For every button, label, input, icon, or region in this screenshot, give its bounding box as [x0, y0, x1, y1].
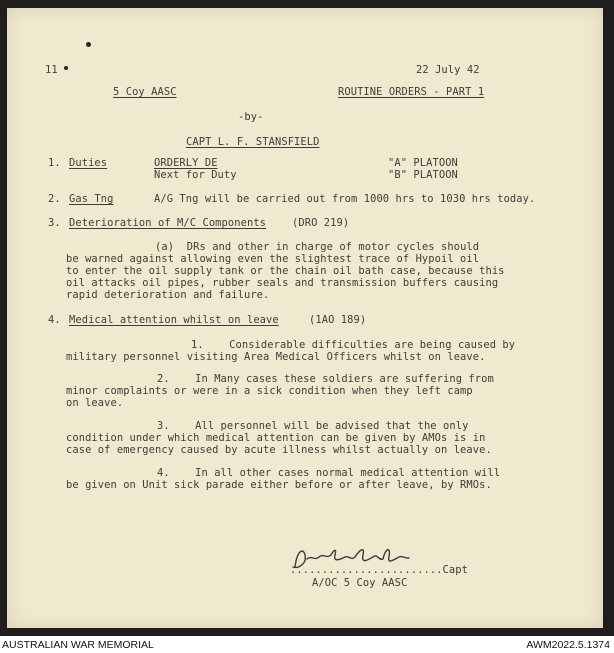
unit-name: 5 Coy AASC — [113, 86, 177, 98]
item-number: 2. — [48, 193, 61, 205]
archive-id: AWM2022.5.1374 — [526, 639, 610, 651]
signatory-title: A/OC 5 Coy AASC — [312, 577, 408, 589]
duty-platoon: "A" PLATOON — [388, 157, 458, 169]
punch-mark — [86, 42, 91, 47]
item-heading: Gas Tng — [69, 193, 114, 205]
by-line: -by- — [238, 111, 264, 123]
paragraph-line: to enter the oil supply tank or the chain oil bath case, because this — [66, 265, 505, 277]
archive-footer — [0, 636, 614, 653]
issuing-officer: CAPT L. F. STANSFIELD — [186, 136, 320, 148]
archive-name: AUSTRALIAN WAR MEMORIAL — [2, 639, 154, 651]
duty-platoon: "B" PLATOON — [388, 169, 458, 181]
paragraph-line: minor complaints or were in a sick condition when they left camp — [66, 385, 473, 397]
paragraph-line: rapid deterioration and failure. — [66, 289, 270, 301]
duty-role: ORDERLY DE — [154, 157, 218, 169]
paragraph-line: 1. Considerable difficulties are being caused by — [191, 339, 516, 351]
paragraph-line: be given on Unit sick parade either before or after leave, by RMOs. — [66, 479, 492, 491]
paragraph-line: military personnel visiting Area Medical Officers whilst on leave. — [66, 351, 486, 363]
paragraph-line: 4. In all other cases normal medical attention will — [157, 467, 501, 479]
paragraph-line: oil attacks oil pipes, rubber seals and transmission buffers causing — [66, 277, 499, 289]
order-date: 22 July 42 — [416, 64, 480, 76]
punch-mark — [64, 66, 68, 70]
paragraph-line: 2. In Many cases these soldiers are suffering from — [157, 373, 494, 385]
item-text: A/G Tng will be carried out from 1000 hrs to 1030 hrs today. — [154, 193, 536, 205]
reference-number: 11 — [45, 64, 58, 76]
item-heading: Duties — [69, 157, 108, 169]
paragraph-line: be warned against allowing even the slightest trace of Hypoil oil — [66, 253, 480, 265]
duty-role: Next for Duty — [154, 169, 237, 181]
item-number: 1. — [48, 157, 61, 169]
item-heading: Medical attention whilst on leave — [69, 314, 279, 326]
item-number: 4. — [48, 314, 61, 326]
item-reference: (DRO 219) — [292, 217, 350, 229]
paragraph-line: 3. All personnel will be advised that the only — [157, 420, 469, 432]
signature-rank-line: ........................Capt — [290, 564, 468, 576]
orders-title: ROUTINE ORDERS - PART 1 — [338, 86, 485, 98]
paragraph-line: (a) DRs and other in charge of motor cycles should — [155, 241, 480, 253]
item-reference: (1AO 189) — [309, 314, 367, 326]
paragraph-line: case of emergency caused by acute illness whilst actually on leave. — [66, 444, 492, 456]
item-number: 3. — [48, 217, 61, 229]
paragraph-line: on leave. — [66, 397, 124, 409]
item-heading: Deterioration of M/C Components — [69, 217, 267, 229]
paragraph-line: condition under which medical attention can be given by AMOs is in — [66, 432, 486, 444]
